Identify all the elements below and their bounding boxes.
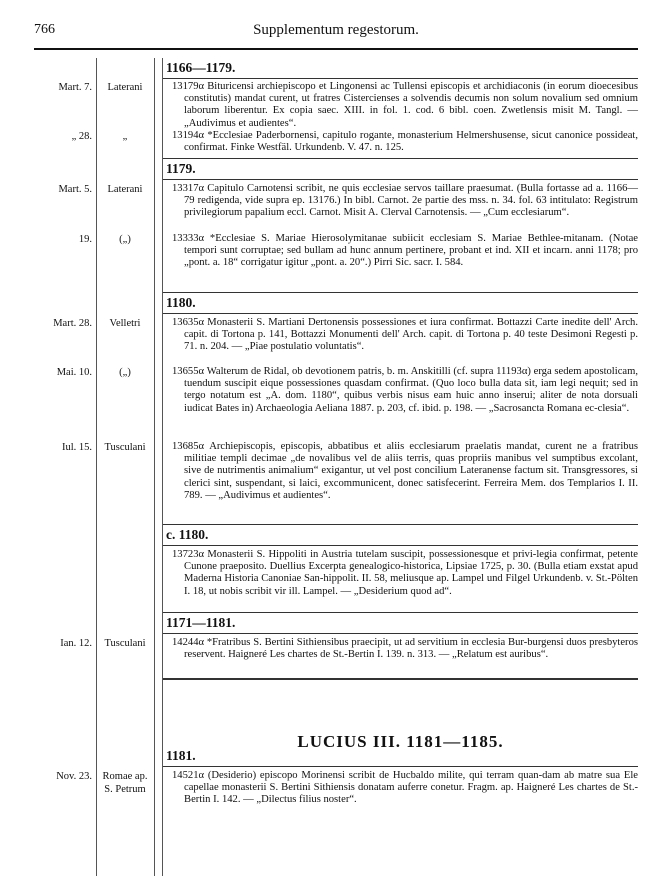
register-entry-13635: 13635α Monasterii S. Martiani Dertonensis possessiones et iura confirmat. Bottazzi Carte inedite dell' Arch. capit. di Tortona p. 141, Bottazzi Monumenti dell' Arch. capit. di Tortona p. 40 teste Desimoni Regesti p. 71. n. 204. — „Piae postulatio voluntatis“. — [172, 317, 638, 353]
running-header — [34, 22, 638, 44]
entry-date: Mart. 5. — [58, 184, 92, 195]
entry-place: Tusculani — [104, 638, 146, 649]
entry-date: Mai. 10. — [56, 367, 92, 378]
entry-date: Mart. 28. — [53, 318, 92, 329]
entry-date: Ian. 12. — [60, 638, 92, 649]
register-entry-13655: 13655α Walterum de Ridal, ob devotionem patris, b. m. Anskitilli (cf. supra 11193α) erga sedem apostolicam, tuendum suscipit eique possessiones quasdam confirmat. (Quo loco bulla data sit, iam legi nequit; sed in tergo notatum est „A. dom. 1180“, quibus verbis nisus eam huic anno inserui; aliter de nota dorsuali iudicat Bates in) Archaeologia Aeliana 1887. p. 203, cf. ibid. p. 198. — „Sacrosancta Romana ec-clesia“. — [172, 366, 638, 414]
entry-date: Mart. 7. — [58, 82, 92, 93]
entry-place: Laterani — [107, 82, 143, 93]
column-rule-place — [154, 58, 155, 876]
entry-date: 19. — [78, 234, 92, 245]
entry-place: („) — [119, 234, 131, 245]
section-rule — [163, 158, 638, 159]
section-heading-1180: 1180. — [166, 295, 196, 310]
section-rule — [163, 612, 638, 613]
section-heading-c1180: c. 1180. — [166, 527, 209, 542]
register-entry-14244: 14244α *Fratribus S. Bertini Sithiensibus praecipit, ut ad servitium in ecclesia Bur-burgensi duos presbyteros reservent. Haigneré Les chartes de St.-Bertin I. 139. n. 313. — „Relatum est auribus“. — [172, 637, 638, 661]
register-entry-13333: 13333α *Ecclesiae S. Mariae Hierosolymitanae subiicit ecclesiam S. Mariae Bethlee-mitanam. (Notae tempori sunt corruptae; sed bullam ad hunc annum pertinere, probant et ind. XII et incarn. anni 1178; pro „pont. a. 18“ corrigatur igitur „pont. a. 20“.) Pirri Sic. sacr. I. 584. — [172, 233, 638, 269]
section-heading-1166-1179: 1166—1179. — [166, 60, 236, 75]
entry-date: Nov. 23. — [56, 771, 92, 782]
entry-date: Iul. 15. — [61, 442, 92, 453]
entry-place: Velletri — [109, 318, 141, 329]
running-title: Supplementum regestorum. — [253, 22, 419, 38]
section-rule — [163, 633, 638, 634]
register-entry-13685: 13685α Archiepiscopis, episcopis, abbatibus et aliis ecclesiarum praelatis mandat, curent ne a fratribus militiae templi decimae „de novalibus vel de aliis terris, quas propriis manibus vel sumptibus excolant, sive de nutrimentis animalium“ exigantur, ut vel post concilium Lateranense factum sit. Transgressores, si clerici sint, suspendant, si laici, excommunicent, donec satisfecerint. Ferreira Mem. dos Templarios I. II. 789. — „Audivimus et audientes“. — [172, 441, 638, 501]
section-heading-1179: 1179. — [166, 161, 196, 176]
pontificate-heading: LUCIUS III. 1181—1185. — [297, 732, 504, 751]
section-rule — [163, 179, 638, 180]
entry-date: „ 28. — [71, 131, 92, 142]
header-rule — [34, 48, 638, 50]
section-rule — [163, 524, 638, 525]
entry-place: „ — [122, 131, 128, 142]
register-entry-14521: 14521α (Desiderio) episcopo Morinensi scribit de Hucbaldo milite, qui terram quan-dam ab matre sua Ele capellae monasterii S. Bertini Sithiensis donatam auferre conetur. Fragm. ap. Haigneré Les chartes de St.-Bertin I. 142. — „Dilectus filius noster“. — [172, 770, 638, 806]
entry-place: Romae ap. S. Petrum — [102, 771, 148, 795]
section-rule — [163, 292, 638, 293]
register-entry-13723: 13723α Monasterii S. Hippoliti in Austria tutelam suscipit, possessionesque et privi-legia confirmat, petente Cunone praeposito. Duellius Excerpta genealogico-historica, Lipsiae 1725, p. 30. (Bulla etiam exstat apud Maderna Historia Canoniae San-hippolit. II. 58, meliusque ap. Lampel und Filgel Urkundenb. v. St.-Pölten I. 18, ut nobis scribit vir ill. Lampel. — „Desiderium quod ad“. — [172, 549, 638, 597]
register-entry-13194: 13194α *Ecclesiae Paderbornensi, capitulo rogante, monasterium Helmershusense, sicut canonice possideat, confirmat. Finke Westfäl. Urkundenb. V. 47. n. 125. — [172, 130, 638, 154]
section-rule — [163, 78, 638, 79]
page-number: 766 — [34, 22, 55, 37]
register-entry-13179: 13179α Bituricensi archiepiscopo et Lingonensi ac Tullensi episcopis et archidiaconis (in eorum dioecesibus constitutis) mandat curent, ut fratres Cistercienses a solvendis decumis non solum novalium sed omnium laborum liberentur. Ex copia saec. XIII. in fol. 1. cod. 6 bibl. coen. Zwetlensis misit M. Tangl. — „Audivimus et audientes“. — [172, 81, 638, 129]
pontificate-rule — [163, 678, 638, 680]
entry-place: Tusculani — [104, 442, 146, 453]
column-rule-text — [162, 58, 163, 876]
section-rule — [163, 545, 638, 546]
section-heading-1171-1181: 1171—1181. — [166, 615, 236, 630]
section-heading-1181: 1181. — [166, 748, 196, 763]
section-rule — [163, 766, 638, 767]
column-rule-date — [96, 58, 97, 876]
entry-place: („) — [119, 367, 131, 378]
section-rule — [163, 313, 638, 314]
entry-place: Laterani — [107, 184, 143, 195]
register-entry-13317: 13317α Capitulo Carnotensi scribit, ne quis ecclesiae servos taillare praesumat. (Bulla fortasse ad a. 1166—79 redigenda, vide supra ep. 13176.) In bibl. Carnot. 2e partie des mss. n. 34. fol. 63 intitulato: Registrum privilegiorum papalium eccl. Carnot. Misit A. Clerval Carnotensis. — „Cum ecclesiarum“. — [172, 183, 638, 219]
